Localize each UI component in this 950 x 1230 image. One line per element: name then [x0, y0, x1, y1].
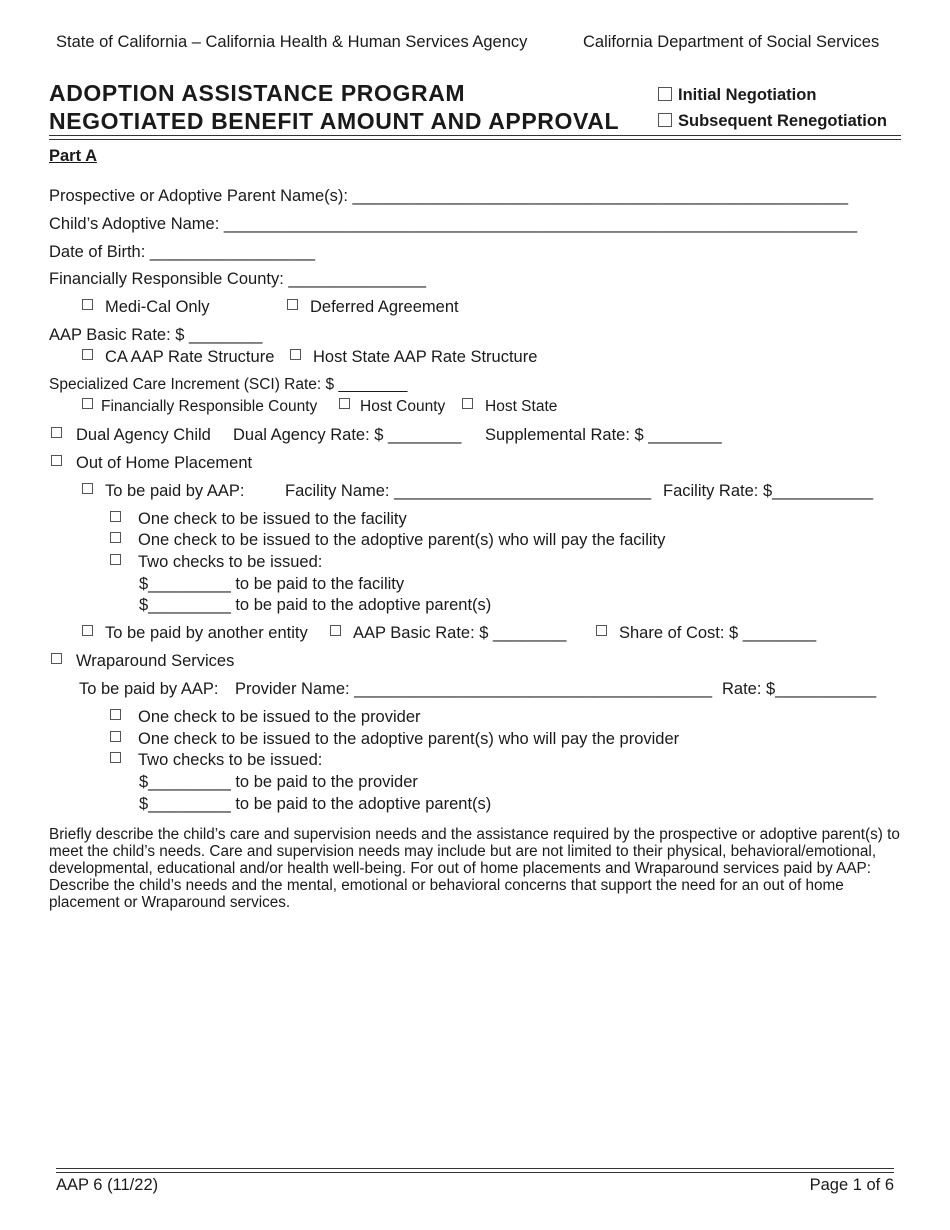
provider-check-label-2: One check to be issued to the adoptive parent(s) who will pay the provider — [138, 730, 680, 748]
facility-amount-field-2[interactable]: $_________ to be paid to the adoptive parent(s) — [139, 596, 492, 614]
medi-cal-option[interactable] — [82, 298, 210, 317]
host-rate-structure-label: Host State AAP Rate Structure — [313, 348, 538, 366]
wraparound-checkbox[interactable] — [51, 653, 62, 664]
financial-county-field[interactable]: Financially Responsible County: _______________ — [49, 270, 427, 288]
facility-amount-field-1[interactable]: $_________ to be paid to the facility — [139, 575, 405, 593]
provider-check-label-1: One check to be issued to the provider — [138, 708, 421, 726]
sci-host-state-label: Host State — [485, 398, 558, 415]
share-of-cost-field[interactable]: Share of Cost: $ ________ — [619, 624, 817, 642]
footer-rule-bottom — [56, 1172, 894, 1173]
aap-basic-rate-field[interactable]: AAP Basic Rate: $ ________ — [49, 326, 263, 344]
provider-name-field[interactable]: Provider Name: _______________________________________ — [235, 680, 713, 698]
sci-host-county-option[interactable] — [339, 398, 445, 416]
title-rule-bottom — [49, 139, 901, 140]
facility-check-checkbox-1[interactable] — [110, 511, 121, 522]
sci-host-county-label: Host County — [360, 398, 446, 415]
out-of-home-option[interactable] — [51, 454, 252, 473]
form-title-line1: ADOPTION ASSISTANCE PROGRAM — [49, 80, 466, 106]
share-of-cost-option[interactable] — [596, 624, 816, 643]
initial-negotiation-label: Initial Negotiation — [678, 86, 817, 104]
facility-check-checkbox-2[interactable] — [110, 532, 121, 543]
dual-agency-rate-field[interactable]: Dual Agency Rate: $ ________ — [233, 426, 462, 444]
deferred-agreement-option[interactable] — [287, 298, 459, 317]
other-aap-rate-field[interactable]: AAP Basic Rate: $ ________ — [353, 624, 567, 642]
needs-description: Briefly describe the child’s care and supervision needs and the assistance required by the prospective or adoptive parent(s) to meet the child’s needs. Care and supervision needs may include but are not limited to their physical, behavioral/emotional, developmental, educational and/or health well-being. For out of home placements and Wraparound services paid by AAP: Describe the child’s needs and the mental, emotional or behavioral concerns that support the need for an out of home placement or Wraparound services. — [49, 826, 900, 911]
provider-amount-field-1[interactable]: $_________ to be paid to the provider — [139, 773, 418, 791]
footer-rule-top — [56, 1168, 894, 1169]
medi-cal-label: Medi-Cal Only — [105, 298, 210, 316]
parent-name-field[interactable]: Prospective or Adoptive Parent Name(s): ______________________________________________________ — [49, 187, 849, 205]
subsequent-renegotiation-checkbox[interactable] — [658, 113, 672, 127]
subsequent-renegotiation-option[interactable] — [658, 112, 887, 131]
facility-check-option-1[interactable] — [110, 510, 407, 529]
host-rate-structure-checkbox[interactable] — [290, 349, 301, 360]
provider-check-checkbox-3[interactable] — [110, 752, 121, 763]
facility-check-label-3: Two checks to be issued: — [138, 553, 323, 571]
title-rule-top — [49, 135, 901, 136]
provider-check-label-3: Two checks to be issued: — [138, 751, 323, 769]
sci-financial-county-checkbox[interactable] — [82, 398, 93, 409]
out-of-home-checkbox[interactable] — [51, 455, 62, 466]
medi-cal-checkbox[interactable] — [82, 299, 93, 310]
department-name: California Department of Social Services — [583, 33, 880, 51]
facility-check-option-3[interactable] — [110, 553, 322, 572]
paid-by-other-option[interactable] — [82, 624, 308, 643]
facility-name-field[interactable]: Facility Name: ____________________________ — [285, 482, 652, 500]
host-rate-structure-option[interactable] — [290, 348, 537, 367]
provider-check-option-1[interactable] — [110, 708, 421, 727]
sci-host-state-option[interactable] — [462, 398, 557, 416]
provider-check-checkbox-2[interactable] — [110, 731, 121, 742]
provider-check-checkbox-1[interactable] — [110, 709, 121, 720]
facility-check-label-2: One check to be issued to the adoptive parent(s) who will pay the facility — [138, 531, 666, 549]
other-aap-rate-checkbox[interactable] — [330, 625, 341, 636]
sci-host-state-checkbox[interactable] — [462, 398, 473, 409]
page-number: Page 1 of 6 — [809, 1176, 894, 1194]
provider-check-option-3[interactable] — [110, 751, 322, 770]
sci-financial-county-label: Financially Responsible County — [101, 398, 318, 415]
wraparound-label: Wraparound Services — [76, 652, 235, 670]
agency-name: State of California – California Health & Human Services Agency — [56, 33, 528, 51]
wraparound-option[interactable] — [51, 652, 234, 671]
deferred-agreement-checkbox[interactable] — [287, 299, 298, 310]
ca-rate-structure-checkbox[interactable] — [82, 349, 93, 360]
paid-by-other-label: To be paid by another entity — [105, 624, 308, 642]
provider-amount-field-2[interactable]: $_________ to be paid to the adoptive parent(s) — [139, 795, 492, 813]
subsequent-renegotiation-label: Subsequent Renegotiation — [678, 112, 888, 130]
sci-rate-field[interactable]: Specialized Care Increment (SCI) Rate: $ ________ — [49, 376, 408, 393]
form-id: AAP 6 (11/22) — [56, 1176, 159, 1194]
out-of-home-label: Out of Home Placement — [76, 454, 253, 472]
form-title-line2: NEGOTIATED BENEFIT AMOUNT AND APPROVAL — [49, 108, 620, 134]
dual-agency-checkbox[interactable] — [51, 427, 62, 438]
date-of-birth-field[interactable]: Date of Birth: __________________ — [49, 243, 316, 261]
provider-check-option-2[interactable] — [110, 730, 679, 749]
wrap-paid-by-aap-label: To be paid by AAP: — [79, 680, 219, 698]
supplemental-rate-field[interactable]: Supplemental Rate: $ ________ — [485, 426, 722, 444]
facility-paid-by-aap-option[interactable] — [82, 482, 244, 501]
ca-rate-structure-label: CA AAP Rate Structure — [105, 348, 275, 366]
provider-rate-field[interactable]: Rate: $___________ — [722, 680, 877, 698]
facility-paid-by-aap-label: To be paid by AAP: — [105, 482, 245, 500]
other-aap-rate-option[interactable] — [330, 624, 566, 643]
dual-agency-option[interactable] — [51, 426, 211, 445]
facility-check-checkbox-3[interactable] — [110, 554, 121, 565]
sci-financial-county-option[interactable] — [82, 398, 317, 416]
facility-paid-by-aap-checkbox[interactable] — [82, 483, 93, 494]
deferred-agreement-label: Deferred Agreement — [310, 298, 459, 316]
sci-host-county-checkbox[interactable] — [339, 398, 350, 409]
share-of-cost-checkbox[interactable] — [596, 625, 607, 636]
dual-agency-label: Dual Agency Child — [76, 426, 211, 444]
ca-rate-structure-option[interactable] — [82, 348, 274, 367]
initial-negotiation-checkbox[interactable] — [658, 87, 672, 101]
child-name-field[interactable]: Child’s Adoptive Name: _____________________________________________________________________ — [49, 215, 858, 233]
facility-rate-field[interactable]: Facility Rate: $___________ — [663, 482, 874, 500]
initial-negotiation-option[interactable] — [658, 86, 816, 105]
facility-check-label-1: One check to be issued to the facility — [138, 510, 407, 528]
part-a-heading: Part A — [49, 147, 97, 165]
facility-check-option-2[interactable] — [110, 531, 665, 550]
paid-by-other-checkbox[interactable] — [82, 625, 93, 636]
